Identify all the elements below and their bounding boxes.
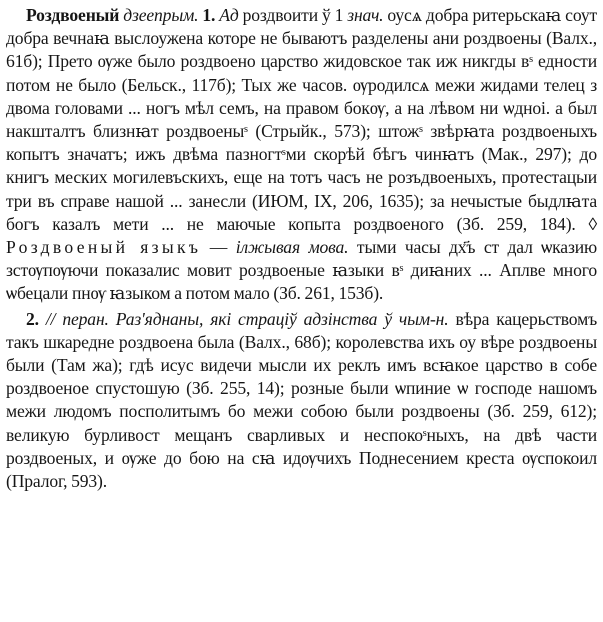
sense-1-citations: оусѧ добра ритерьскаꙗ соут добра вечнаꙗ выслоужена которе не бываютъ разделены ани роздвоены (Валх., 61б); Прето ѹже было роздвоено царство жидовское так иж никгды вˢ едности потом не было (Бельск., 117б); Тых же часов. ѹродилсѧ межи жидами телец з двома головами ... ногъ мѣл семъ, на правом бокѹ, а на лѣвом ни ѡдноі. а был накшталтъ близнꙗт роздвоеныˢ (Стрыйк., 573); штожˢ звѣрꙗта роздвоеныхъ копытъ значатъ; ижъ двѣма пазногтˢми скорѣй бѣгъ чинꙗтъ (Мак., 297); до книгъ меских могилевъскихъ, еще на тотъ часъ не розъдвоеныхъ, протестацыи три въ справе нашой ... занесли (ИЮМ, IX, 206, 1635); за нечыстые быдлꙗта богъ казалъ мети ... не маючые копыта роздвоеного (Зб. 259, 184). bbox=[6, 5, 597, 234]
sense-2-label: // перан. bbox=[45, 308, 109, 329]
dictionary-entry bbox=[6, 4, 597, 493]
part-of-speech: дзеепрым. bbox=[123, 5, 199, 25]
headword: Роздвоеный bbox=[26, 5, 120, 25]
sense-1-definition-label: Ад bbox=[219, 5, 239, 25]
sense-1-definition-ref: ў 1 bbox=[321, 5, 344, 25]
sense-1-definition-word: роздвоити bbox=[242, 5, 318, 25]
phrase-definition: ілжывая мова. bbox=[235, 237, 349, 258]
sense-2-paragraph bbox=[6, 308, 597, 494]
sense-1-number: 1. bbox=[202, 5, 216, 25]
sense-1-paragraph bbox=[6, 4, 597, 306]
phrase-headword: Роздвоеный языкъ bbox=[6, 237, 202, 258]
phrase-citations: тыми часы дх҃ъ ст дал ѡказию зстѹпѹючи показалис мовит роздвоеные ꙗзыки вˢ диꙗних ... Аплве много ѡбецали пнѹ ꙗзыком а потом мало (Зб. 261, 153б). bbox=[6, 237, 598, 304]
sense-1-meaning-abbrev: знач. bbox=[347, 5, 384, 25]
sense-2-definition: Раз'яднаны, які страціў адзінства ў чым-н. bbox=[115, 308, 449, 329]
phrase-marker: ◊ bbox=[588, 213, 598, 234]
sense-2-citations: вѣра кацерьствомъ такъ шкаредне роздвоена была (Валх., 68б); королевства ихъ оу вѣре роздвоены были (Там жа); гдѣ исус видечи мысли их реклъ имъ всꙗкое царство в собе роздвоеное спустошую (Зб. 255, 14); розные были ѡпиние ѡ господе нашомъ межи людомъ посполитымъ бо межи собою были роздвоены (Зб. 259, 612); великую бурливост мещанъ сварливых и неспокоˢныхъ, на двѣ части роздвоеных, и ѹже до бою на сꙗ идѹчихъ Поднесением креста ѹспокоил (Пралог, 593). bbox=[6, 308, 598, 492]
phrase-dash: — bbox=[209, 237, 228, 258]
sense-2-number: 2. bbox=[26, 308, 39, 329]
